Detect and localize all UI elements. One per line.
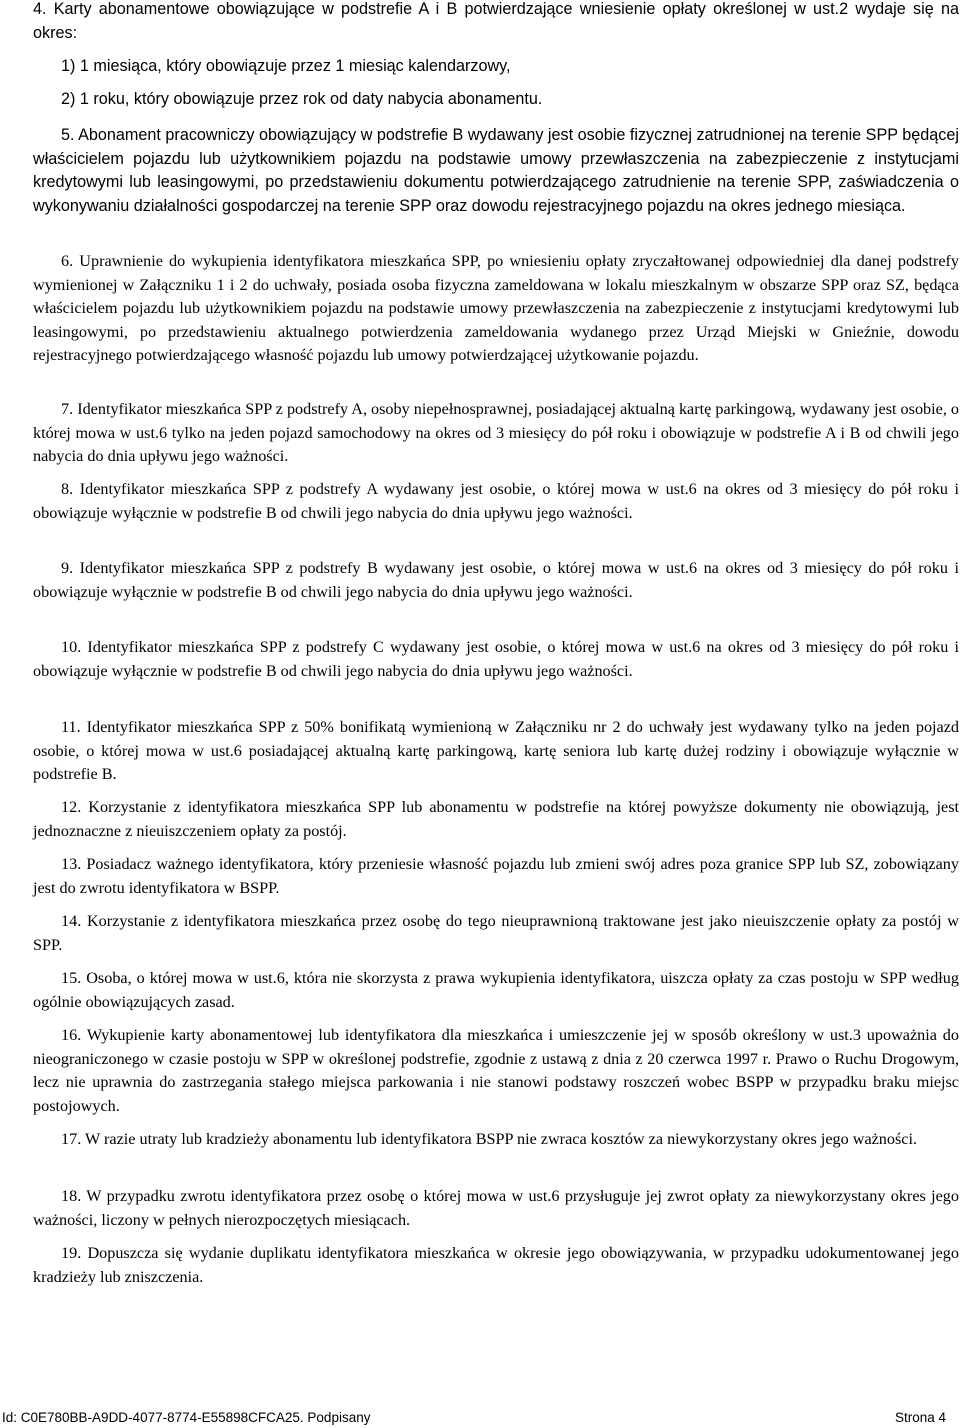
- paragraph-8: 8. Identyfikator mieszkańca SPP z podstrefy A wydawany jest osobie, o której mowa w ust.6 na okres od 3 miesięcy do pół roku i obowiązuje wyłącznie w podstrefie B od chwili jego nabycia do dnia upływu jego ważności.: [33, 480, 959, 522]
- paragraph-14: 14. Korzystanie z identyfikatora mieszkańca przez osobę do tego nieuprawnioną traktowane jest jako nieuiszczenie opłaty za postój w SPP.: [33, 912, 959, 954]
- paragraph-11: 11. Identyfikator mieszkańca SPP z 50% bonifikatą wymienioną w Załączniku nr 2 do uchwały jest wydawany tylko na jeden pojazd osobie, o której mowa w ust.6 posiadającej aktualną kartę parkingową, kartę seniora lub kartę dużej rodziny i obowiązuje wyłącznie w podstrefie B.: [33, 718, 959, 783]
- paragraph-7: 7. Identyfikator mieszkańca SPP z podstrefy A, osoby niepełnosprawnej, posiadającej aktualną kartę parkingową, wydawany jest osobie, o której mowa w ust.6 tylko na jeden pojazd samochodowy na okres od 3 miesięcy do pół roku i obowiązuje w podstrefie A i B od chwili jego nabycia do dnia upływu jego ważności.: [33, 400, 960, 465]
- paragraph-5: 5. Abonament pracowniczy obowiązujący w podstrefie B wydawany jest osobie fizycznej zatrudnionej na terenie SPP będącej właścicielem pojazdu lub użytkownikiem pojazdu na podstawie umowy przewłaszczenia na zabezpieczenie z instytucjami kredytowymi lub leasingowymi, po przedstawieniu dokumentu potwierdzającego zatrudnienie na terenie SPP, zaświadczenia o wykonywaniu działalności gospodarczej na terenie SPP oraz dowodu rejestracyjnego pojazdu na okres jednego miesiąca.: [33, 126, 959, 215]
- paragraph-19: 19. Dopuszcza się wydanie duplikatu identyfikatora mieszkańca w okresie jego obowiązywania, w przypadku udokumentowanej jego kradzieży lub zniszczenia.: [33, 1244, 959, 1286]
- footer-page-number: Strona 4: [894, 1410, 946, 1425]
- footer-document-id: Id: C0E780BB-A9DD-4077-8774-E55898CFCA25. Podpisany: [2, 1410, 371, 1425]
- paragraph-12: 12. Korzystanie z identyfikatora mieszkańca SPP lub abonamentu w podstrefie na której powyższe dokumenty nie obowiązują, jest jednoznaczne z nieuiszczeniem opłaty za postój.: [33, 798, 959, 840]
- paragraph-4-intro: 4. Karty abonamentowe obowiązujące w podstrefie A i B potwierdzające wniesienie opłaty określonej w ust.2 wydaje się na okres:: [33, 0, 959, 42]
- paragraph-13: 13. Posiadacz ważnego identyfikatora, który przeniesie własność pojazdu lub zmieni swój adres poza granice SPP lub SZ, zobowiązany jest do zwrotu identyfikatora w BSPP.: [33, 855, 959, 897]
- paragraph-18: 18. W przypadku zwrotu identyfikatora przez osobę o której mowa w ust.6 przysługuje jej zwrot opłaty za niewykorzystany okres jego ważności, liczony w pełnych nierozpoczętych miesiącach.: [33, 1187, 959, 1229]
- paragraph-4-option-1: 1) 1 miesiąca, który obowiązuje przez 1 miesiąc kalendarzowy,: [61, 57, 511, 75]
- paragraph-4-option-2: 2) 1 roku, który obowiązuje przez rok od daty nabycia abonamentu.: [61, 90, 543, 108]
- paragraph-9: 9. Identyfikator mieszkańca SPP z podstrefy B wydawany jest osobie, o której mowa w ust.6 na okres od 3 miesięcy do pół roku i obowiązuje wyłącznie w podstrefie B od chwili jego nabycia do dnia upływu jego ważności.: [33, 559, 959, 601]
- paragraph-17: 17. W razie utraty lub kradzieży abonamentu lub identyfikatora BSPP nie zwraca kosztów za niewykorzystany okres jego ważności.: [61, 1130, 918, 1148]
- paragraph-6: 6. Uprawnienie do wykupienia identyfikatora mieszkańca SPP, po wniesieniu opłaty zryczałtowanej odpowiedniej dla danej podstrefy wymienionej w Załączniku 1 i 2 do uchwały, posiada osoba fizyczna zameldowana w lokalu mieszkalnym w obszarze SPP oraz SZ, będąca właścicielem pojazdu lub użytkownikiem pojazdu na podstawie umowy przewłaszczenia na zabezpieczenie z instytucjami kredytowymi lub leasingowymi, po przedstawieniu aktualnego potwierdzenia zameldowania wydanego przez Urząd Miejski w Gnieźnie, dowodu rejestracyjnego potwierdzającego własność pojazdu lub umowy potwierdzającej użytkowanie pojazdu.: [33, 252, 959, 364]
- paragraph-10: 10. Identyfikator mieszkańca SPP z podstrefy C wydawany jest osobie, o której mowa w ust.6 na okres od 3 miesięcy do pół roku i obowiązuje wyłącznie w podstrefie B od chwili jego nabycia do dnia upływu jego ważności.: [33, 638, 959, 680]
- paragraph-15: 15. Osoba, o której mowa w ust.6, która nie skorzysta z prawa wykupienia identyfikatora, uiszcza opłaty za czas postoju w SPP według ogólnie obowiązujących zasad.: [33, 969, 959, 1011]
- paragraph-16: 16. Wykupienie karty abonamentowej lub identyfikatora dla mieszkańca i umieszczenie jej w sposób określony w ust.3 upoważnia do nieograniczonego w czasie postoju w SPP w określonej podstrefie, zgodnie z ustawą z dnia z 20 czerwca 1997 r. Prawo o Ruchu Drogowym, lecz nie uprawnia do zastrzegania stałego miejsca parkowania i nie stanowi podstawy roszczeń wobec BSPP w przypadku braku miejsc postojowych.: [33, 1026, 959, 1115]
